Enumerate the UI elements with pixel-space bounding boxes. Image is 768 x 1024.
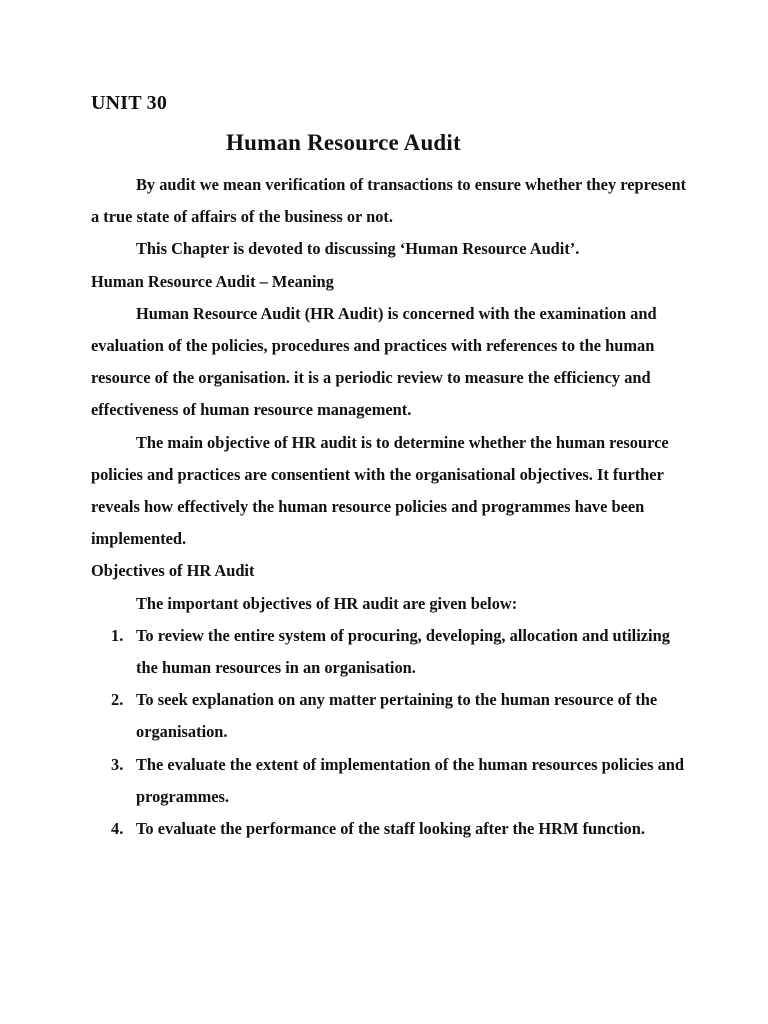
list-number: 4. bbox=[111, 819, 124, 839]
meaning-paragraph: The main objective of HR audit is to determine whether the human resource policies and practices are consentient with the organisational objectives. It further reveals how effectively the human resource policies and programmes have been implemented. bbox=[91, 432, 669, 549]
objectives-list bbox=[91, 620, 691, 845]
intro-paragraph: By audit we mean verification of transactions to ensure whether they represent a true state of affairs of the business or not. bbox=[91, 175, 687, 227]
list-item bbox=[91, 749, 691, 813]
list-item bbox=[91, 684, 691, 748]
unit-label: UNIT 30 bbox=[91, 92, 168, 114]
list-item-text: The evaluate the extent of implementation of the human resources policies and programmes. bbox=[136, 754, 684, 806]
list-item bbox=[91, 620, 691, 684]
page-title: Human Resource Audit bbox=[226, 130, 461, 155]
objectives-intro: The important objectives of HR audit are given below: bbox=[136, 593, 518, 613]
list-item-text: To seek explanation on any matter pertaining to the human resource of the organisation. bbox=[136, 690, 658, 742]
list-item bbox=[91, 813, 691, 845]
list-item-text: To evaluate the performance of the staff looking after the HRM function. bbox=[136, 819, 645, 839]
intro-paragraph: This Chapter is devoted to discussing ‘Human Resource Audit’. bbox=[136, 239, 580, 259]
list-number: 3. bbox=[111, 754, 124, 774]
list-number: 2. bbox=[111, 690, 124, 710]
list-item-text: To review the entire system of procuring, developing, allocation and utilizing the human resources in an organisation. bbox=[136, 625, 670, 678]
meaning-paragraph: Human Resource Audit (HR Audit) is concerned with the examination and evaluation of the policies, procedures and practices with references to the human resource of the organisation. it is a periodic review to measure the efficiency and effectiveness of human resource management. bbox=[91, 303, 657, 420]
list-number: 1. bbox=[111, 625, 124, 645]
section-heading-objectives: Objectives of HR Audit bbox=[91, 561, 255, 581]
section-heading-meaning: Human Resource Audit – Meaning bbox=[91, 271, 334, 291]
document-body bbox=[91, 169, 691, 845]
